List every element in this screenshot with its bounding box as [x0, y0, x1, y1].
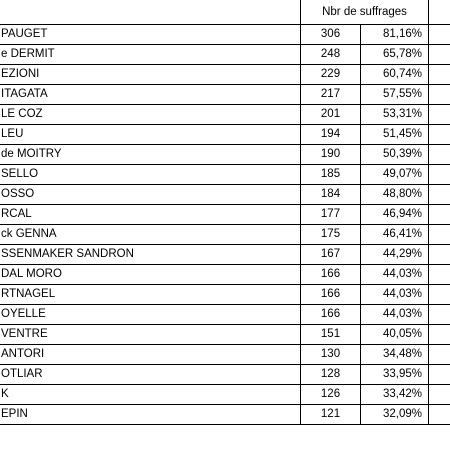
- votes-count-cell: 128: [301, 364, 361, 384]
- table-row: [0, 284, 450, 304]
- candidate-name-cell: ANTORI: [0, 344, 301, 364]
- candidate-name-cell: EZIONI: [0, 64, 301, 84]
- empty-cell: [429, 264, 450, 284]
- empty-cell: [429, 384, 450, 404]
- header-votes-cell: Nbr de suffrages: [301, 0, 429, 24]
- empty-cell: [429, 224, 450, 244]
- empty-cell: [429, 304, 450, 324]
- table-row: [0, 364, 450, 384]
- votes-percent-cell: 46,41%: [361, 224, 429, 244]
- table-row: [0, 84, 450, 104]
- table-row: [0, 164, 450, 184]
- empty-cell: [429, 204, 450, 224]
- candidate-name-cell: PAUGET: [0, 24, 301, 44]
- empty-cell: [429, 64, 450, 84]
- table-row: [0, 324, 450, 344]
- empty-cell: [429, 104, 450, 124]
- candidate-name-cell: LE COZ: [0, 104, 301, 124]
- votes-count-cell: 184: [301, 184, 361, 204]
- votes-count-cell: 306: [301, 24, 361, 44]
- candidate-name-cell: K: [0, 384, 301, 404]
- votes-count-cell: 166: [301, 264, 361, 284]
- candidate-name-cell: DAL MORO: [0, 264, 301, 284]
- candidate-name-cell: OYELLE: [0, 304, 301, 324]
- candidate-name-cell: OTLIAR: [0, 364, 301, 384]
- table-body: [0, 24, 450, 424]
- table-row: [0, 44, 450, 64]
- candidate-name-cell: ITAGATA: [0, 84, 301, 104]
- votes-percent-cell: 53,31%: [361, 104, 429, 124]
- votes-count-cell: 217: [301, 84, 361, 104]
- votes-count-cell: 177: [301, 204, 361, 224]
- header-extra-cell: [429, 0, 450, 24]
- table-row: [0, 264, 450, 284]
- candidate-name-cell: RTNAGEL: [0, 284, 301, 304]
- votes-count-cell: 151: [301, 324, 361, 344]
- empty-cell: [429, 144, 450, 164]
- votes-percent-cell: 51,45%: [361, 124, 429, 144]
- candidate-name-cell: SSENMAKER SANDRON: [0, 244, 301, 264]
- votes-count-cell: 167: [301, 244, 361, 264]
- votes-percent-cell: 48,80%: [361, 184, 429, 204]
- votes-percent-cell: 81,16%: [361, 24, 429, 44]
- table-row: [0, 64, 450, 84]
- table-row: [0, 24, 450, 44]
- candidate-name-cell: VENTRE: [0, 324, 301, 344]
- votes-count-cell: 126: [301, 384, 361, 404]
- candidate-name-cell: EPIN: [0, 404, 301, 424]
- votes-percent-cell: 46,94%: [361, 204, 429, 224]
- votes-percent-cell: 32,09%: [361, 404, 429, 424]
- table-row: [0, 224, 450, 244]
- candidate-name-cell: LEU: [0, 124, 301, 144]
- table-row: [0, 124, 450, 144]
- table-row: [0, 144, 450, 164]
- votes-percent-cell: 50,39%: [361, 144, 429, 164]
- candidate-name-cell: SELLO: [0, 164, 301, 184]
- votes-count-cell: 166: [301, 304, 361, 324]
- table-row: [0, 104, 450, 124]
- empty-cell: [429, 404, 450, 424]
- table-row: [0, 304, 450, 324]
- votes-percent-cell: 34,48%: [361, 344, 429, 364]
- votes-count-cell: 190: [301, 144, 361, 164]
- votes-count-cell: 175: [301, 224, 361, 244]
- votes-percent-cell: 57,55%: [361, 84, 429, 104]
- votes-percent-cell: 40,05%: [361, 324, 429, 344]
- votes-count-cell: 166: [301, 284, 361, 304]
- empty-cell: [429, 284, 450, 304]
- table-row: [0, 204, 450, 224]
- empty-cell: [429, 344, 450, 364]
- votes-count-cell: 229: [301, 64, 361, 84]
- votes-percent-cell: 44,03%: [361, 304, 429, 324]
- empty-cell: [429, 24, 450, 44]
- votes-count-cell: 130: [301, 344, 361, 364]
- candidate-name-cell: de MOITRY: [0, 144, 301, 164]
- empty-cell: [429, 124, 450, 144]
- empty-cell: [429, 84, 450, 104]
- votes-percent-cell: 65,78%: [361, 44, 429, 64]
- empty-cell: [429, 364, 450, 384]
- candidate-name-cell: OSSO: [0, 184, 301, 204]
- votes-percent-cell: 44,03%: [361, 264, 429, 284]
- table-row: [0, 184, 450, 204]
- votes-percent-cell: 33,95%: [361, 364, 429, 384]
- table-row: [0, 344, 450, 364]
- votes-percent-cell: 60,74%: [361, 64, 429, 84]
- empty-cell: [429, 184, 450, 204]
- empty-cell: [429, 244, 450, 264]
- candidate-name-cell: RCAL: [0, 204, 301, 224]
- empty-cell: [429, 164, 450, 184]
- table-row: [0, 244, 450, 264]
- votes-count-cell: 194: [301, 124, 361, 144]
- empty-cell: [429, 44, 450, 64]
- votes-count-cell: 248: [301, 44, 361, 64]
- votes-count-cell: 201: [301, 104, 361, 124]
- table-row: [0, 384, 450, 404]
- empty-cell: [429, 324, 450, 344]
- votes-percent-cell: 44,29%: [361, 244, 429, 264]
- candidate-name-cell: ck GENNA: [0, 224, 301, 244]
- votes-count-cell: 121: [301, 404, 361, 424]
- candidate-name-cell: e DERMIT: [0, 44, 301, 64]
- votes-percent-cell: 44,03%: [361, 284, 429, 304]
- votes-count-cell: 185: [301, 164, 361, 184]
- table-header-row: [0, 0, 450, 24]
- header-name-cell: [0, 0, 301, 24]
- votes-percent-cell: 33,42%: [361, 384, 429, 404]
- votes-percent-cell: 49,07%: [361, 164, 429, 184]
- table-row: [0, 404, 450, 424]
